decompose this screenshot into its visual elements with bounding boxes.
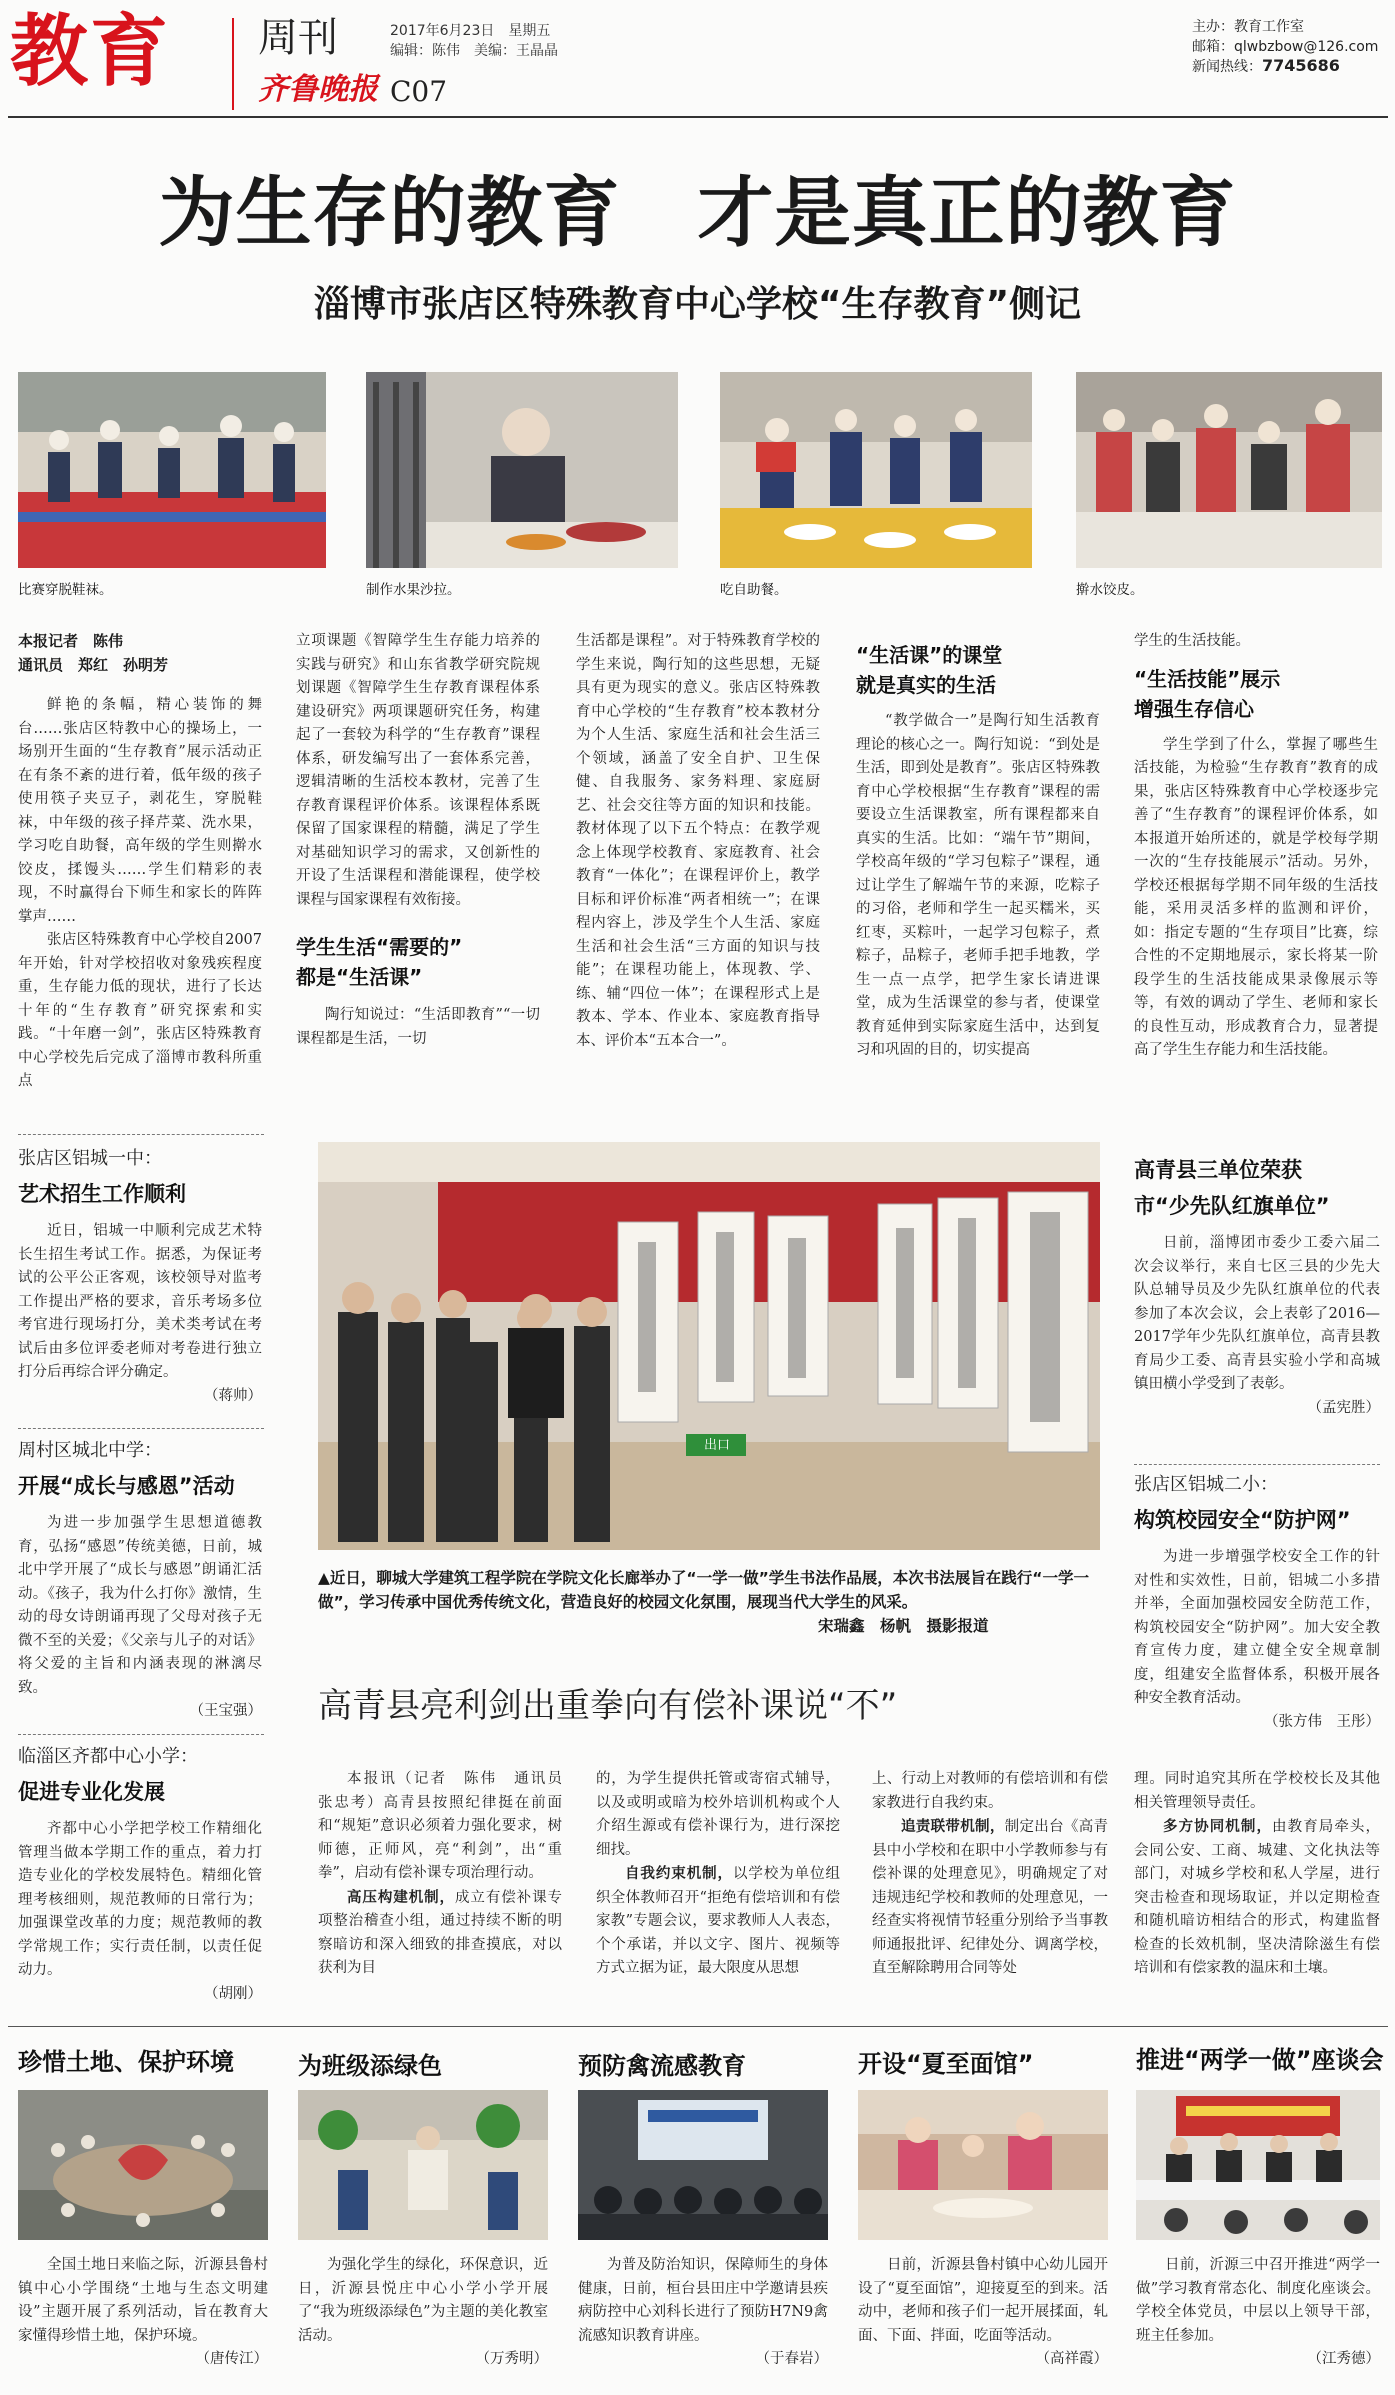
center-photo-caption <box>318 1566 1100 1614</box>
brief-title: 开展“成长与感恩”活动 <box>18 1474 235 1498</box>
article-paragraph: 鲜艳的条幅，精心装饰的舞台……张店区特教中心的操场上，一场别开生面的“生存教育”展示活动正在有条不紊的进行着，低年级的孩子使用筷子夹豆子，剥花生，穿脱鞋袜，中年级的孩子择芹菜、洗水果，学习吃自助餐，高年级的学生则擀水饺皮，揉馒头……学生们精彩的表现，不时赢得台下师生和家长的阵阵掌声…… <box>18 697 262 925</box>
bottom-news-signature: （高祥霞） <box>1035 2351 1108 2367</box>
masthead-rule <box>8 116 1388 118</box>
gaoqing-col-1 <box>318 1768 577 1981</box>
article-col-3 <box>576 630 820 1053</box>
gaoqing-paragraph: 上、行动上对教师的有偿培训和有偿家教进行自我约束。 <box>872 1771 1108 1811</box>
right-brief-1 <box>1134 1152 1380 1420</box>
photo-shoes-caption: 比赛穿脱鞋袜。 <box>18 582 113 598</box>
article-col-1 <box>18 694 262 1094</box>
main-subheadline: 淄博市张店区特殊教育中心学校“生存教育”侧记 <box>313 284 1082 325</box>
bottom-news-title: 为班级添绿色 <box>298 2052 442 2080</box>
bottom-news-text: 全国土地日来临之际，沂源县鲁村镇中心小学围绕“土地与生态文明建设”主题开展了系列活动，旨在教育大家懂得珍惜土地，保护环境。 <box>18 2257 268 2344</box>
hotline-number: 7745686 <box>1262 56 1340 75</box>
article-subhead: 学生生活“需要的” 都是“生活课” <box>296 935 463 989</box>
left-brief-divider <box>18 1134 264 1135</box>
left-brief-2 <box>18 1436 262 1724</box>
left-brief-divider <box>18 1734 264 1735</box>
photo-shoes <box>18 372 326 568</box>
hotline-line <box>1192 56 1340 76</box>
gaoqing-lead: 多方协同机制， <box>1163 1818 1273 1835</box>
exit-sign: 出口 <box>703 1438 730 1453</box>
gaoqing-headline: 高青县亮利剑出重拳向有偿补课说“不” <box>318 1686 898 1726</box>
gaoqing-paragraph <box>596 1862 840 1981</box>
gaoqing-paragraph <box>872 1815 1108 1981</box>
article-col-2 <box>296 630 540 1051</box>
left-brief-divider <box>18 1428 264 1429</box>
article-col-5 <box>1134 630 1378 1063</box>
article-subhead: “生活课”的课堂 就是真实的生活 <box>856 643 1003 697</box>
bottom-news-signature: （江秀德） <box>1307 2351 1380 2367</box>
article-col-4 <box>856 640 1100 1063</box>
issue-date: 2017年6月23日 星期五 <box>390 23 551 39</box>
brief-title: 促进专业化发展 <box>18 1780 165 1804</box>
bottom-news-body <box>1136 2254 1380 2372</box>
gaoqing-paragraph <box>1134 1815 1380 1981</box>
main-headline: 为生存的教育 才是真正的教育 <box>158 168 1237 257</box>
gaoqing-paragraph: 本报讯（记者 陈伟 通讯员 张忠考）高青县按照纪律挺在前面和“规矩”意识必须着力强化要求，树师德，正师风，亮“利剑”，出“重拳”，启动有偿补课专项治理行动。 <box>318 1771 577 1881</box>
brief-signature: （胡刚） <box>204 1985 262 2002</box>
brief-title: 艺术招生工作顺利 <box>18 1182 186 1206</box>
photo-fruit-salad-caption: 制作水果沙拉。 <box>366 582 461 598</box>
brief-kicker: 张店区铝城一中： <box>18 1148 162 1169</box>
article-paragraph: 张店区特殊教育中心学校自2007年开始，针对学校招收对象残疾程度重，生存能力低的现状，进行了长达十年的“生存教育”研究探索和实践。“十年磨一剑”，张店区特殊教育中心学校先后完成了淄博市教科所重点 <box>18 932 262 1089</box>
brief-signature: （孟宪胜） <box>1307 1399 1380 1416</box>
brief-text: 日前，淄博团市委少工委六届二次会议举行，来自七区三县的少先大队总辅导员及少先队红旗单位的代表参加了本次会议，会上表彰了2016—2017学年少先队红旗单位，高青县教育局少工委、高青县实验小学和高城镇田横小学受到了表彰。 <box>1134 1235 1380 1392</box>
gaoqing-text: 成立有偿补课专项整治稽查小组，通过持续不断的明察暗访和深入细致的排查摸底，对以获利为目 <box>318 1889 563 1976</box>
email-line: 邮箱：qlwbzbow@126.com <box>1192 39 1379 55</box>
article-paragraph: 陶行知说过：“生活即教育”“一切课程都是生活，一切 <box>296 1007 540 1047</box>
bottom-photo-meeting <box>1136 2090 1380 2240</box>
gaoqing-paragraph <box>318 1886 562 1981</box>
brief-text: 齐都中心小学把学校工作精细化管理当做本学期工作的重点，着力打造专业化的学校发展特色。精细化管理考核细则，规范教师的日常行为；加强课堂改革的力度；规范教师的教学常规工作；实行责任制，以责任促动力。 <box>18 1821 262 1978</box>
article-subhead: “生活技能”展示 增强生存信心 <box>1134 666 1281 721</box>
bottom-news-text: 日前，沂源三中召开推进“两学一做”学习教育常态化、制度化座谈会。学校全体党员，中层以上领导干部，班主任参加。 <box>1136 2257 1380 2344</box>
host-line: 主办：教育工作室 <box>1192 19 1304 35</box>
gaoqing-lead: 高压构建机制， <box>347 1888 455 1906</box>
brief-title: 构筑校园安全“防护网” <box>1134 1508 1351 1532</box>
photo-dumpling-caption: 擀水饺皮。 <box>1076 582 1144 598</box>
brief-signature: （蒋帅） <box>204 1387 262 1404</box>
bottom-news-body <box>18 2254 268 2372</box>
gaoqing-text: 制定出台《高青县中小学校和在职中小学教师参与有偿补课的处理意见》，明确规定了对违规违纪学校和教师的处理意见，一经查实将视情节轻重分别给予当事教师通报批评、纪律处分、调离学校，直至解除聘用合同等处 <box>872 1819 1109 1976</box>
bottom-news-body <box>298 2254 548 2372</box>
left-brief-3 <box>18 1742 262 2006</box>
gaoqing-paragraph: 理。同时追究其所在学校校长及其他相关管理领导责任。 <box>1134 1771 1380 1811</box>
article-paragraph: 学生学到了什么，掌握了哪些生活技能，为检验“生存教育”教育的成果，张店区特殊教育中心学校逐步完善了“生存教育”的课程评价体系，如本报道开始所述的，就是学校每学期一次的“生存技能展示”活动。另外，学校还根据每学期不同年级的生活技能，采用灵活多样的监测和评价，如：指定专题的“生存项目”比赛，综合性的不定期地展示，家长将某一阶段学生的生活技能成果录像展示等等，有效的调动了学生、老师和家长的良性互动，形成教育合力，显著提高了学生生存能力和生活技能。 <box>1134 736 1378 1058</box>
bottom-news-signature: （唐传江） <box>195 2351 268 2367</box>
photo-buffet-caption: 吃自助餐。 <box>720 582 788 598</box>
gaoqing-text: 以学校为单位组织全体教师召开“拒绝有偿培训和有偿家教”专题会议，要求教师人人表态，个个承诺，并以文字、图片、视频等方式立据为证，最大限度从思想 <box>596 1866 841 1976</box>
hotline-label: 新闻热线： <box>1192 59 1262 75</box>
bottom-photo-land <box>18 2090 268 2240</box>
bottom-photo-green <box>298 2090 548 2240</box>
article-paragraph: 立项课题《智障学生生存能力培养的实践与研究》和山东省教学研究院规划课题《智障学生生存教育课程体系建设研究》两项课题研究任务，构建起了一套较为科学的“生存教育”课程体系，研发编写出了一套体系完善，逻辑清晰的生活校本教材，完善了生存教育课程评价体系。该课程体系既保留了国家课程的精髓，满足了学生对基础知识学习的需求，又创新性的开设了生活课程和潜能课程，使学校课程与国家课程有效衔接。 <box>296 633 540 908</box>
bottom-photo-noodles <box>858 2090 1108 2240</box>
brief-text: 为进一步加强学生思想道德教育，弘扬“感恩”传统美德，日前，城北中学开展了“成长与感恩”朗诵汇活动。《孩子，我为什么打你》激情，生动的母女诗朗诵再现了父母对孩子无微不至的关爱；《父亲与儿子的对话》将父爱的主旨和内涵表现的淋漓尽致。 <box>18 1515 262 1696</box>
bottom-news-title: 开设“夏至面馆” <box>858 2050 1034 2078</box>
brief-title: 高青县三单位荣获 市“少先队红旗单位” <box>1134 1158 1330 1218</box>
brief-signature: （王宝强） <box>189 1703 262 1719</box>
article-paragraph: 生活都是课程”。对于特殊教育学校的学生来说，陶行知的这些思想，无疑具有更为现实的意义。张店区特殊教育中心学校的“生存教育”校本教材分为个人生活、家庭生活和社会生活三个领域，涵盖了安全自护、卫生保健、自我服务、家务料理、家庭厨艺、社会交往等方面的知识和技能。教材体现了以下五个特点：在教学观念上体现学校教育、家庭教育、社会教育“一体化”；在课程评价上，教学目标和评价标准“两者相统一”；在课程内容上，涉及学生个人生活、家庭生活和社会生活“三方面的知识与技能”；在课程功能上，体现教、学、练、辅“四位一体”；在课程形式上是教本、学本、作业本、家庭教育指导本、评价本“五本合一”。 <box>576 633 820 1049</box>
gaoqing-col-2 <box>596 1768 840 1981</box>
section-title: 教育 <box>10 7 171 97</box>
bottom-news-title: 预防禽流感教育 <box>578 2052 746 2080</box>
gaoqing-text: 由教育局牵头，会同公安、工商、城建、文化执法等部门，对城乡学校和私人学屋，进行突击检查和现场取证，并以定期检查和随机暗访相结合的形式，构建监督检查的长效机制，坚决清除滋生有偿培训和有偿家教的温床和土壤。 <box>1134 1819 1381 1976</box>
caption-text: ▲近日，聊城大学建筑工程学院在学院文化长廊举办了“一学一做”学生书法作品展，本次书法展旨在践行“一学一做”，学习传承中国优秀传统文化，营造良好的校园文化氛围，展现当代大学生的风采。 <box>318 1569 1089 1611</box>
editors-line: 编辑：陈伟 美编：王晶晶 <box>390 43 558 59</box>
paper-logo: 齐鲁晚报 <box>258 72 378 107</box>
bottom-news-text: 为强化学生的绿化，环保意识，近日，沂源县悦庄中心小学小学开展了“我为班级添绿色”为主题的美化教室活动。 <box>298 2257 548 2344</box>
bottom-news-body <box>578 2254 828 2372</box>
article-paragraph: “教学做合一”是陶行知生活教育理论的核心之一。陶行知说：“到处是生活，即到处是教育”。张店区特殊教育中心学校根据“生存教育”课程的需要设立生活课教室，所有课程都来自真实的生活。比如：“端午节”期间，学校高年级的“学习包粽子”课程，通过让学生了解端午节的来源，吃粽子的习俗，老师和学生一起买糯米，买红枣，买粽叶，一起学习包粽子，煮粽子，品粽子，老师手把手地教，学生一点一点学，把学生家长请进课堂，成为生活课堂的参与者，使课堂教育延伸到实际家庭生活中，达到复习和巩固的目的，切实提高 <box>856 713 1100 1058</box>
right-brief-2 <box>1134 1470 1380 1734</box>
photo-fruit-salad <box>366 372 678 568</box>
bottom-news-text: 日前，沂源县鲁村镇中心幼儿园开设了“夏至面馆”，迎接夏至的到来。活动中，老师和孩子们一起开展揉面，轧面、下面、拌面，吃面等活动。 <box>858 2257 1108 2344</box>
bottom-news-body <box>858 2254 1108 2372</box>
page-number: C07 <box>390 75 448 108</box>
brief-kicker: 周村区城北中学： <box>18 1440 162 1461</box>
photo-buffet <box>720 372 1032 568</box>
masthead-divider <box>232 18 234 110</box>
brief-kicker: 临淄区齐都中心小学： <box>18 1746 198 1767</box>
weekly-label: 周刊 <box>258 15 338 61</box>
bottom-news-signature: （于春岩） <box>755 2351 828 2367</box>
brief-signature: （张方伟 王彤） <box>1264 1713 1380 1730</box>
gaoqing-lead: 追责联带机制， <box>901 1818 1005 1835</box>
brief-text: 近日，铝城一中顺利完成艺术特长生招生考试工作。据悉，为保证考试的公平公正客观，该校领导对监考工作提出严格的要求，音乐考场多位考官进行现场打分，美术类考试在考试后由多位评委老师对考卷进行独立打分后再综合评分确定。 <box>18 1223 262 1380</box>
gaoqing-lead: 自我约束机制， <box>625 1865 733 1882</box>
brief-text: 为进一步增强学校安全工作的针对性和实效性，日前，铝城二小多措并举，全面加强校园安全防范工作，构筑校园安全“防护网”。加大安全教育宣传力度，建立健全安全规章制度，组建安全监督体系，积极开展各种安全教育活动。 <box>1134 1549 1380 1706</box>
bottom-news-signature: （万秀明） <box>475 2351 548 2367</box>
gaoqing-col-4 <box>1134 1768 1380 1981</box>
gaoqing-col-3 <box>872 1768 1108 1981</box>
brief-kicker: 张店区铝城二小： <box>1134 1474 1278 1495</box>
byline-correspondent: 通讯员 郑红 孙明芳 <box>18 656 169 674</box>
center-photo-credit: 宋瑞鑫 杨帆 摄影报道 <box>818 1617 989 1635</box>
left-brief-1 <box>18 1144 262 1408</box>
bottom-news-title: 推进“两学一做”座谈会 <box>1136 2046 1384 2074</box>
bottom-strip-rule <box>8 2026 1388 2027</box>
calligraphy-exhibit-photo <box>318 1142 1100 1550</box>
right-brief-divider <box>1134 1464 1380 1465</box>
article-paragraph: 学生的生活技能。 <box>1134 633 1250 649</box>
byline-reporter: 本报记者 陈伟 <box>18 632 124 650</box>
bottom-photo-lecture <box>578 2090 828 2240</box>
bottom-news-title: 珍惜土地、保护环境 <box>18 2048 234 2076</box>
gaoqing-paragraph: 的，为学生提供托管或寄宿式辅导，以及或明或暗为校外培训机构或个人介绍生源或有偿补课行为，进行深挖细找。 <box>596 1771 840 1858</box>
bottom-news-text: 为普及防治知识，保障师生的身体健康，日前，桓台县田庄中学邀请县疾病防控中心刘科长进行了预防H7N9禽流感知识教育讲座。 <box>578 2257 828 2344</box>
photo-dumpling <box>1076 372 1382 568</box>
